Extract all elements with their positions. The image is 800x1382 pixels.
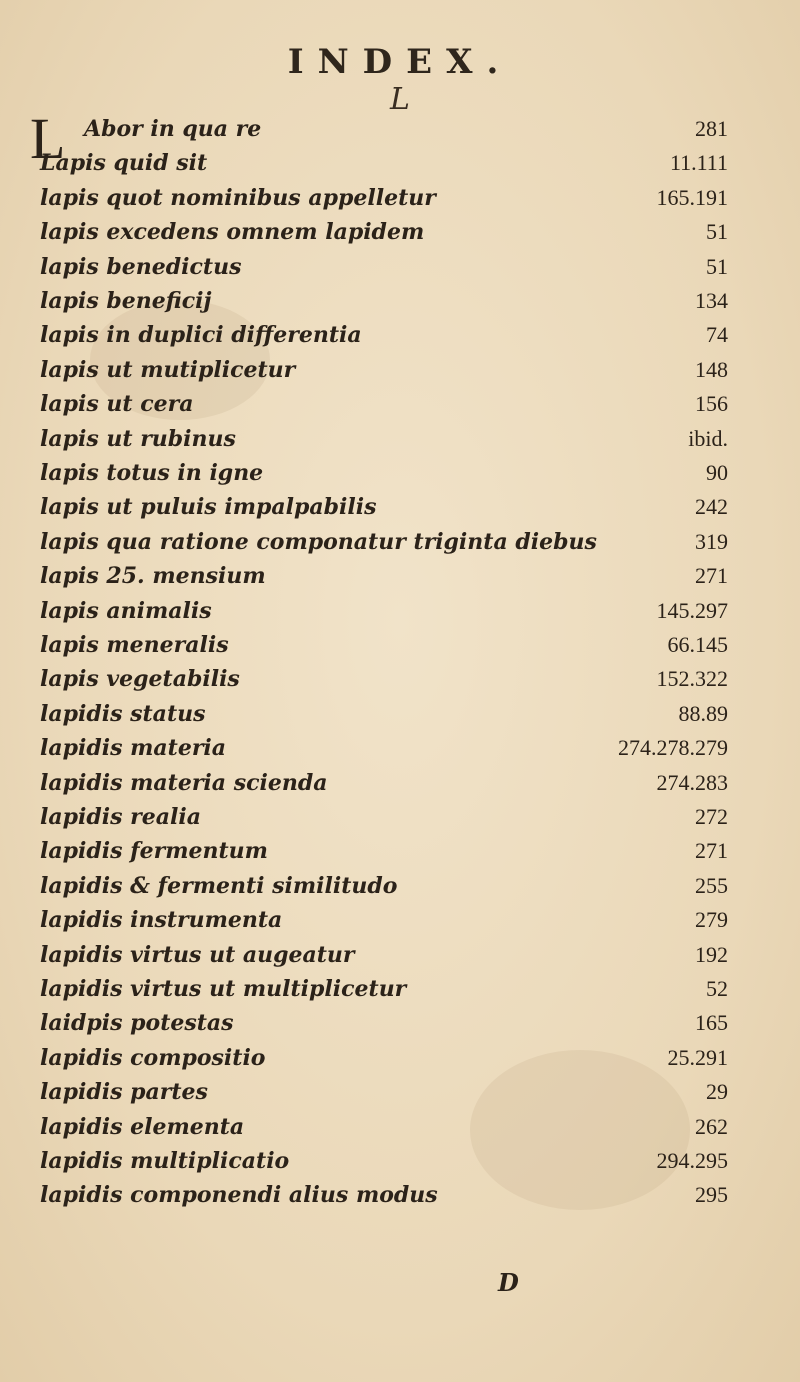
index-entry <box>0 1144 800 1178</box>
page-reference: 319 <box>695 528 728 554</box>
index-term: lapidis compositio <box>40 1044 266 1071</box>
index-term: Lapis quid sit <box>40 150 208 177</box>
index-header: INDEX. <box>287 42 513 82</box>
index-entry <box>0 834 800 868</box>
index-entry <box>0 250 800 284</box>
index-term: lapis benedictus <box>40 253 242 280</box>
index-entry <box>0 800 800 834</box>
index-entry <box>0 766 800 800</box>
page-reference: 156 <box>695 391 728 417</box>
index-term: lapidis elementa <box>40 1113 245 1140</box>
index-entry <box>0 146 800 180</box>
page-reference: 25.291 <box>667 1044 728 1070</box>
page-reference: 279 <box>695 907 728 933</box>
index-term: lapis meneralis <box>40 632 229 658</box>
page-reference: 51 <box>706 253 728 279</box>
index-entry <box>0 490 800 524</box>
index-term: lapis 25. mensium <box>40 563 266 590</box>
page-reference: 271 <box>695 838 728 864</box>
index-entry <box>0 353 800 387</box>
index-entry <box>0 1041 800 1075</box>
index-entry <box>0 662 800 696</box>
index-entry <box>0 559 800 593</box>
index-term: lapis vegetabilis <box>40 666 240 693</box>
page-reference: 165 <box>695 1010 728 1036</box>
index-term: lapis animalis <box>40 597 212 624</box>
page-reference: 51 <box>706 219 728 245</box>
page-reference: 242 <box>695 494 728 520</box>
page-reference: 145.297 <box>656 597 728 623</box>
index-term: lapis ut rubinus <box>40 425 236 452</box>
page-reference: 29 <box>706 1079 728 1105</box>
page-reference: 165.191 <box>656 184 728 210</box>
page-reference: 272 <box>695 804 728 829</box>
index-term: lapis totus in igne <box>40 460 264 486</box>
index-entry <box>0 215 800 249</box>
index-term: lapidis componendi alius modus <box>40 1182 438 1209</box>
index-term: lapidis virtus ut augeatur <box>40 941 355 968</box>
page-reference: 74 <box>706 322 728 348</box>
page-reference: 11.111 <box>669 150 728 176</box>
page-reference: ibid. <box>688 425 728 451</box>
index-entry <box>0 1178 800 1212</box>
index-entry <box>0 731 800 765</box>
index-entry <box>0 938 800 972</box>
index-term: lapis excedens omnem lapidem <box>40 219 425 246</box>
page-reference: 281 <box>695 116 728 141</box>
index-term: lapidis status <box>40 700 206 727</box>
section-letter: L <box>390 82 410 117</box>
index-entry <box>0 181 800 215</box>
index-term: lapidis realia <box>40 804 201 830</box>
index-entry <box>0 628 800 662</box>
index-term: lapis beneficij <box>40 288 212 314</box>
catchword: D <box>498 1268 519 1297</box>
index-term: laidpis potestas <box>40 1010 234 1037</box>
page-reference: 271 <box>695 563 728 589</box>
page-reference: 66.145 <box>667 632 728 657</box>
index-entry <box>0 869 800 903</box>
page-reference: 294.295 <box>656 1148 728 1173</box>
index-term: Abor in qua re <box>84 116 262 142</box>
page-reference: 90 <box>706 460 728 485</box>
index-term: lapidis fermentum <box>40 838 268 865</box>
page-reference: 274.283 <box>656 769 728 795</box>
index-term: lapidis multiplicatio <box>40 1148 290 1174</box>
index-entry <box>0 1006 800 1040</box>
page-reference: 148 <box>695 356 728 382</box>
index-entry <box>0 1110 800 1144</box>
page-reference: 262 <box>695 1113 728 1139</box>
index-term: lapis quot nominibus appelletur <box>40 184 436 211</box>
drop-cap: L <box>30 106 66 171</box>
page-reference: 52 <box>706 976 728 1001</box>
index-term: lapis ut cera <box>40 391 194 418</box>
index-entry <box>0 594 800 628</box>
index-term: lapidis instrumenta <box>40 907 283 934</box>
page-reference: 88.89 <box>678 700 728 726</box>
index-entry <box>0 903 800 937</box>
index-entry <box>0 284 800 318</box>
page-reference: 192 <box>695 941 728 967</box>
page-reference: 274.278.279 <box>618 735 728 761</box>
index-entry <box>0 525 800 559</box>
index-entry <box>0 1075 800 1109</box>
index-term: lapis ut mutiplicetur <box>40 356 296 383</box>
index-term: lapidis materia scienda <box>40 769 328 796</box>
index-entry <box>0 318 800 352</box>
index-entry <box>0 697 800 731</box>
page-reference: 295 <box>695 1182 728 1208</box>
index-term: lapidis materia <box>40 735 227 762</box>
page-reference: 255 <box>695 872 728 898</box>
page-reference: 134 <box>695 288 728 313</box>
index-term: lapis ut puluis impalpabilis <box>40 494 377 521</box>
index-entry <box>0 422 800 456</box>
index-term: lapis qua ratione componatur triginta diebus <box>40 528 597 555</box>
page-reference: 152.322 <box>656 666 728 692</box>
index-term: lapis in duplici differentia <box>40 322 362 349</box>
index-term: lapidis partes <box>40 1079 208 1106</box>
index-entry <box>0 456 800 490</box>
index-entry <box>0 972 800 1006</box>
index-term: lapidis & fermenti similitudo <box>40 872 398 899</box>
index-entry <box>0 387 800 421</box>
index-term: lapidis virtus ut multiplicetur <box>40 976 407 1002</box>
